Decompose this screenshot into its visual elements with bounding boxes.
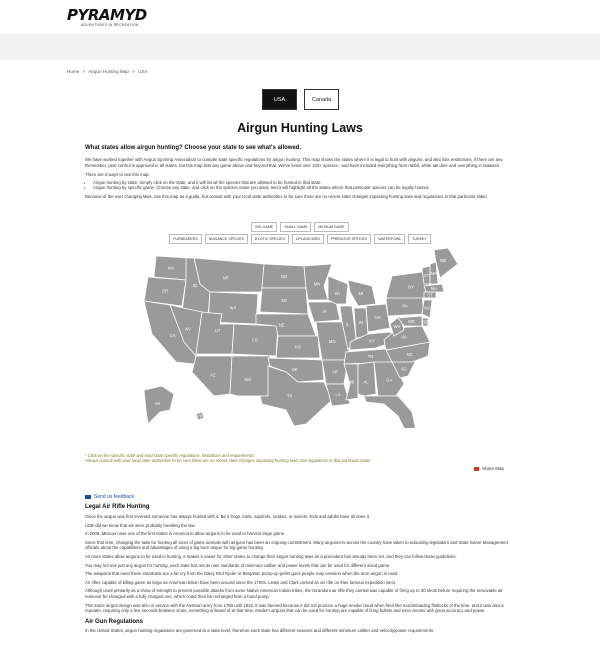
- intro-section: [85, 145, 515, 200]
- list-item: • Airgun hunting by specific game: Choose any state, and click on the species name you want, and it will highlight all the states where that particular species can be legally hunted.: [93, 185, 515, 191]
- state-label-sc: SC: [401, 366, 407, 372]
- usa-button[interactable]: USA: [262, 89, 297, 110]
- map-note-consult: Always consult with your local state authorities to be sure there are no recent state changes impacting hunting laws and regulations in that particular state!: [85, 458, 371, 463]
- site-header: [0, 0, 600, 32]
- state-label-oh: OH: [374, 315, 381, 320]
- state-label-wv: WV: [393, 324, 401, 329]
- state-label-sd: SD: [281, 298, 287, 303]
- state-label-vt: VT: [423, 273, 430, 278]
- state-label-mi: MI: [358, 291, 364, 297]
- state-label-ne: NE: [278, 322, 285, 328]
- share-map-button[interactable]: [474, 466, 504, 471]
- state-label-nm: NM: [244, 377, 251, 383]
- intro-paragraph: We have worked together with Airgun Sporting Association to compile state specific regulations for airgun hunting. This map shows the states where it is legal to hunt with airguns, and also lists restrictions, if there are any. Remember, pest control is approved in all states, but this map lists any game above and beyond that. We've listed over 100+ species - and have included everything from rabbit, white tail deer and everything in between.: [85, 157, 504, 168]
- article-paragraph: Little did we know that we were probably breaking the law.: [85, 522, 196, 528]
- state-label-ar: AR: [332, 369, 338, 375]
- article-paragraph: As more states allow airguns to be used in hunting, it makes it easier for other states to change their airgun hunting laws as a precedent has already been set, and they can follow those guidelines.: [85, 553, 457, 559]
- region-toggle: [262, 89, 339, 110]
- state-label-ms: MS: [348, 379, 355, 385]
- state-label-nd: ND: [280, 274, 288, 279]
- state-label-ks: KS: [295, 344, 301, 350]
- filter-exotic-species[interactable]: EXOTIC SPECIES: [251, 234, 289, 244]
- mail-icon: [85, 495, 91, 499]
- logo-tagline: ADVENTURES IN RECREATION: [81, 23, 139, 27]
- state-label-ny: NY: [408, 284, 415, 290]
- logo-wordmark: PYRAMYD: [67, 6, 147, 24]
- article-paragraph: The weapons that meet these standards are a far cry from the Daisy Red Ryder or Benjamin pump-up pellet guns people may envision when the term airgun is used.: [85, 571, 399, 577]
- filter-turkey[interactable]: TURKEY: [408, 234, 431, 244]
- state-label-ky: KY: [369, 338, 375, 344]
- feedback-label: Send us feedback: [94, 494, 135, 500]
- filter-medium-game[interactable]: MEDIUM GAME: [314, 222, 348, 232]
- state-label-ia: IA: [322, 309, 327, 314]
- state-me[interactable]: [434, 248, 458, 278]
- us-states-map: [136, 244, 466, 428]
- state-label-md: MD: [408, 319, 415, 324]
- article-section: [85, 504, 515, 633]
- filter-row-species: [0, 234, 600, 244]
- share-icon: [474, 467, 479, 471]
- disclaimer-text: Because of the ever changing laws, use this map as a guide, but consult with your local state authorities to be sure there are no recent state changes impacting hunting laws and regulations in that particular state!: [85, 193, 487, 199]
- state-label-mo: MO: [328, 338, 336, 344]
- breadcrumb-separator: >: [132, 69, 135, 74]
- article-paragraph: Since that time, changing the laws for hunting all sizes of game animals with airguns has been an ongoing commitment. Many airgunners across the country have taken to educating legislators and State Game Management officials about the capabilities and advantages of using a big bore airgun for big game hunting.: [85, 539, 508, 551]
- state-label-or: OR: [161, 288, 169, 294]
- state-label-az: AZ: [210, 372, 216, 378]
- breadcrumb: [67, 69, 150, 74]
- article-paragraph: Since the airgun was first invented someone has always hunted with it. Be it frogs, birds, squirrels, snakes, or insects. Kids and adults have all done it.: [85, 514, 371, 519]
- state-label-ma: MA: [430, 286, 438, 291]
- feedback-link[interactable]: [85, 494, 134, 500]
- state-label-ct: CT: [427, 292, 433, 298]
- state-label-ok: OK: [291, 367, 298, 373]
- article-paragraph: Air rifles capable of killing game as large as American Bison have been around since the 1700s. Lewis and Clark carried an air rifle on their famous expedition west.: [85, 579, 396, 585]
- map-notes: [85, 453, 370, 463]
- state-nm[interactable]: [230, 356, 270, 396]
- state-label-me: ME: [440, 257, 447, 263]
- state-label-nv: NV: [185, 326, 191, 332]
- state-label-tn: TN: [367, 354, 374, 359]
- state-label-ak: AK: [154, 401, 161, 407]
- regulations-heading: Air Gun Regulations: [85, 618, 144, 625]
- state-label-id: ID: [193, 283, 198, 289]
- legal-hunting-heading: Legal Air Rifle Hunting: [85, 504, 150, 510]
- intro-heading: What states allow airgun hunting? Choose your state to see what's allowed.: [85, 145, 302, 151]
- state-label-tx: TX: [286, 393, 293, 399]
- state-label-hi: HI: [197, 413, 203, 419]
- breadcrumb-current: USA: [138, 69, 148, 74]
- filter-furbearers[interactable]: FURBEARERS: [169, 234, 202, 244]
- filter-small-game[interactable]: SMALL GAME: [280, 222, 311, 232]
- map-note-click: * Click on the specific state and read state specific regulations, limitations and requirements: [85, 453, 255, 458]
- state-label-nc: NC: [406, 351, 413, 357]
- page-title: Airgun Hunting Laws: [237, 121, 363, 135]
- state-label-mt: MT: [222, 275, 230, 281]
- state-label-in: IN: [358, 320, 364, 325]
- state-label-co: CO: [251, 337, 259, 343]
- state-label-al: AL: [363, 379, 369, 385]
- article-paragraph: This same airgun design was also in service with the Austrian army from 1780 until 1815, it was favored because it did not produce a huge smoke cloud when fired like muzzleloading flintlocks of the time, and it was also a repeater, requiring only a few seconds between shots, something unheard of at that time. Modern airguns that can be used for hunting are capable of firing bullets and even arrows with great accuracy and power.: [85, 602, 504, 614]
- list-item: • Airgun hunting by state: Simply click on the state, and it will list all the species that are allowed to be hunted in that state.: [93, 180, 515, 186]
- state-label-wi: WI: [334, 291, 340, 297]
- ways-intro: There are 2 ways to use this map:: [85, 172, 150, 178]
- canada-button[interactable]: Canada: [304, 89, 339, 110]
- state-label-pa: PA: [402, 303, 408, 309]
- filter-nuisance-species[interactable]: NUISANCE SPECIES: [205, 234, 248, 244]
- article-paragraph: Although used primarily as a show of strength to prevent possible attacks from some Native American Indian tribes, the Girandoni air rifle they carried was capable of firing up to 30 shots before requiring the removable air reservoir be changed with a fully charged one, which could then be recharged from a hand pump.: [85, 588, 503, 599]
- state-label-ca: CA: [169, 333, 176, 339]
- state-label-nj: NJ: [424, 305, 430, 311]
- breadcrumb-home[interactable]: Home: [67, 69, 80, 74]
- filter-big-game[interactable]: BIG GAME: [251, 222, 277, 232]
- state-label-wy: WY: [229, 305, 237, 311]
- state-label-wa: WA: [167, 265, 175, 271]
- filter-waterfowl[interactable]: WATERFOWL: [374, 234, 405, 244]
- state-label-la: LA: [335, 392, 341, 397]
- state-label-ga: GA: [386, 377, 393, 383]
- article-paragraph: You may not use just any airgun for hunting, each state has set its own standards of minimum caliber and power levels that can be used for different sized game.: [85, 562, 391, 568]
- breadcrumb-airgun-map[interactable]: Airgun Hunting Map: [88, 69, 129, 74]
- state-label-de: DE: [422, 319, 429, 325]
- article-paragraph: In 2008, Missouri was one of the first states in America to allow airguns to be used to harvest large game.: [85, 531, 286, 537]
- filter-upland-bird[interactable]: UPLAND BIRD: [292, 234, 324, 244]
- state-label-va: VA: [401, 334, 407, 340]
- state-label-fl: FL: [391, 410, 397, 416]
- filter-predator-species[interactable]: PREDATOR SPECIES: [327, 234, 371, 244]
- state-wi[interactable]: [328, 276, 348, 304]
- state-label-ut: UT: [214, 327, 221, 333]
- pyramyd-logo[interactable]: [67, 6, 159, 27]
- state-label-il: IL: [345, 321, 350, 327]
- state-label-mn: MN: [313, 281, 321, 287]
- article-paragraph: In the United States, airgun hunting regulations are governed at a state level, therefore each state has different seasons and different minimum caliber and velocity/power requirements.: [85, 627, 435, 633]
- breadcrumb-separator: >: [82, 69, 86, 74]
- filter-row-game-size: [0, 222, 600, 232]
- state-label-nh: NH: [430, 271, 437, 276]
- navigation-band: [0, 34, 600, 60]
- share-map-label: Share Map: [482, 466, 505, 471]
- ways-list: [85, 180, 515, 191]
